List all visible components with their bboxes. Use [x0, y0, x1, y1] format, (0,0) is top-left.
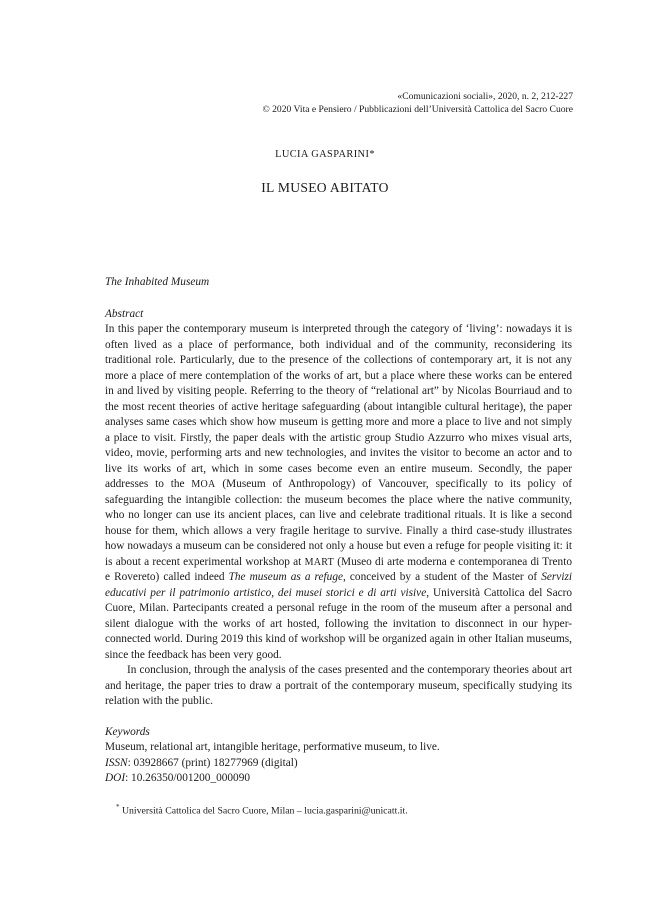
author-name: LUCIA GASPARINI*	[275, 149, 375, 160]
keywords-section	[105, 725, 572, 787]
article-title: IL MUSEO ABITATO	[261, 180, 389, 195]
master-title: Servizi educativi per il patrimonio artistico, dei musei storici e di arti visive	[105, 571, 572, 599]
workshop-title: The museum as a refuge	[228, 571, 343, 583]
doi-label: DOI	[105, 772, 126, 784]
running-header	[262, 90, 573, 116]
footnote-marker: *	[116, 803, 120, 811]
keywords-list: Museum, relational art, intangible heritage, performative museum, to live.	[105, 741, 440, 753]
issn-label: ISSN	[105, 756, 128, 769]
abstract-text: (Museum of Anthropology) of Vancouver, specifically to its policy of safeguarding the intangible collection: the museum becomes the place where the native community, who no longer can use its ancient places, can live and celebrate traditional rituals. It is like a second house for them, which allows a very fragile heritage to survive. Finally a third case-study illustrates how nowadays a museum can be considered not only a house but even a refuge for people visiting it: it is about a recent experimental workshop at	[105, 478, 572, 568]
keywords-heading: Keywords	[105, 725, 150, 738]
issn-line	[105, 756, 572, 772]
abstract-text: , conceived by a student of the Master of	[343, 571, 542, 583]
doi-line	[105, 771, 572, 787]
article-body	[105, 275, 572, 787]
abstract-text: In this paper the contemporary museum is interpreted through the category of ‘living’: nowadays it is often lived as a place of performance, both individual and of the community, reconsidering its traditional role. Particularly, due to the presence of the collections of contemporary art, it is not any more a place of mere contemplation of the works of art, but a place where these works can be entered in and lived by visiting people. Referring to the theory of “relational art” by Nicolas Bourriaud and to the most recent theories of active heritage safeguarding (about intangible cultural heritage), the paper analyses same cases which show how museum is getting more and more a place to live and not simply a place to visit. Firstly, the paper deals with the artistic group Studio Azzurro who mixes visual arts, video, movie, performing arts and new technologies, and invites the visitor to become an actor and to live its works of art, which in some cases become even an entire museum. Secondly, the paper addresses to the	[105, 323, 572, 490]
footnote-text: Università Cattolica del Sacro Cuore, Milan – lucia.gasparini@unicatt.it.	[119, 805, 408, 817]
author-affiliation-footnote	[116, 803, 408, 816]
abstract-heading: Abstract	[105, 307, 144, 320]
abstract-text: (Museo di arte moderna e contemporanea di Trento e Rovereto) called indeed	[105, 555, 572, 583]
journal-citation: «Comunicazioni sociali», 2020, n. 2, 212-227	[397, 91, 573, 102]
abstract-paragraph-1	[105, 322, 572, 663]
abstract-paragraph-2: In conclusion, through the analysis of the cases presented and the contemporary theories about art and heritage, the paper tries to draw a portrait of the contemporary museum, specifically studying its relation with the public.	[105, 664, 572, 707]
issn-value: : 03928667 (print) 18277969 (digital)	[127, 756, 298, 769]
abstract-text: , Università Cattolica del Sacro Cuore, Milan. Partecipants created a personal refuge in the room of the museum after a personal and silent dialogue with the works of art hosted, following the invitation to disconnect in our hyper-connected world. During 2019 this kind of workshop will be organized again in other Italian museums, since the feedback has been very good.	[105, 586, 573, 661]
doi-value: : 10.26350/001200_000090	[125, 772, 250, 784]
copyright-line: © 2020 Vita e Pensiero / Pubblicazioni dell’Università Cattolica del Sacro Cuore	[262, 104, 573, 115]
moa-acronym: MOA	[191, 479, 216, 490]
mart-acronym: MART	[304, 556, 335, 568]
english-title: The Inhabited Museum	[105, 276, 210, 288]
